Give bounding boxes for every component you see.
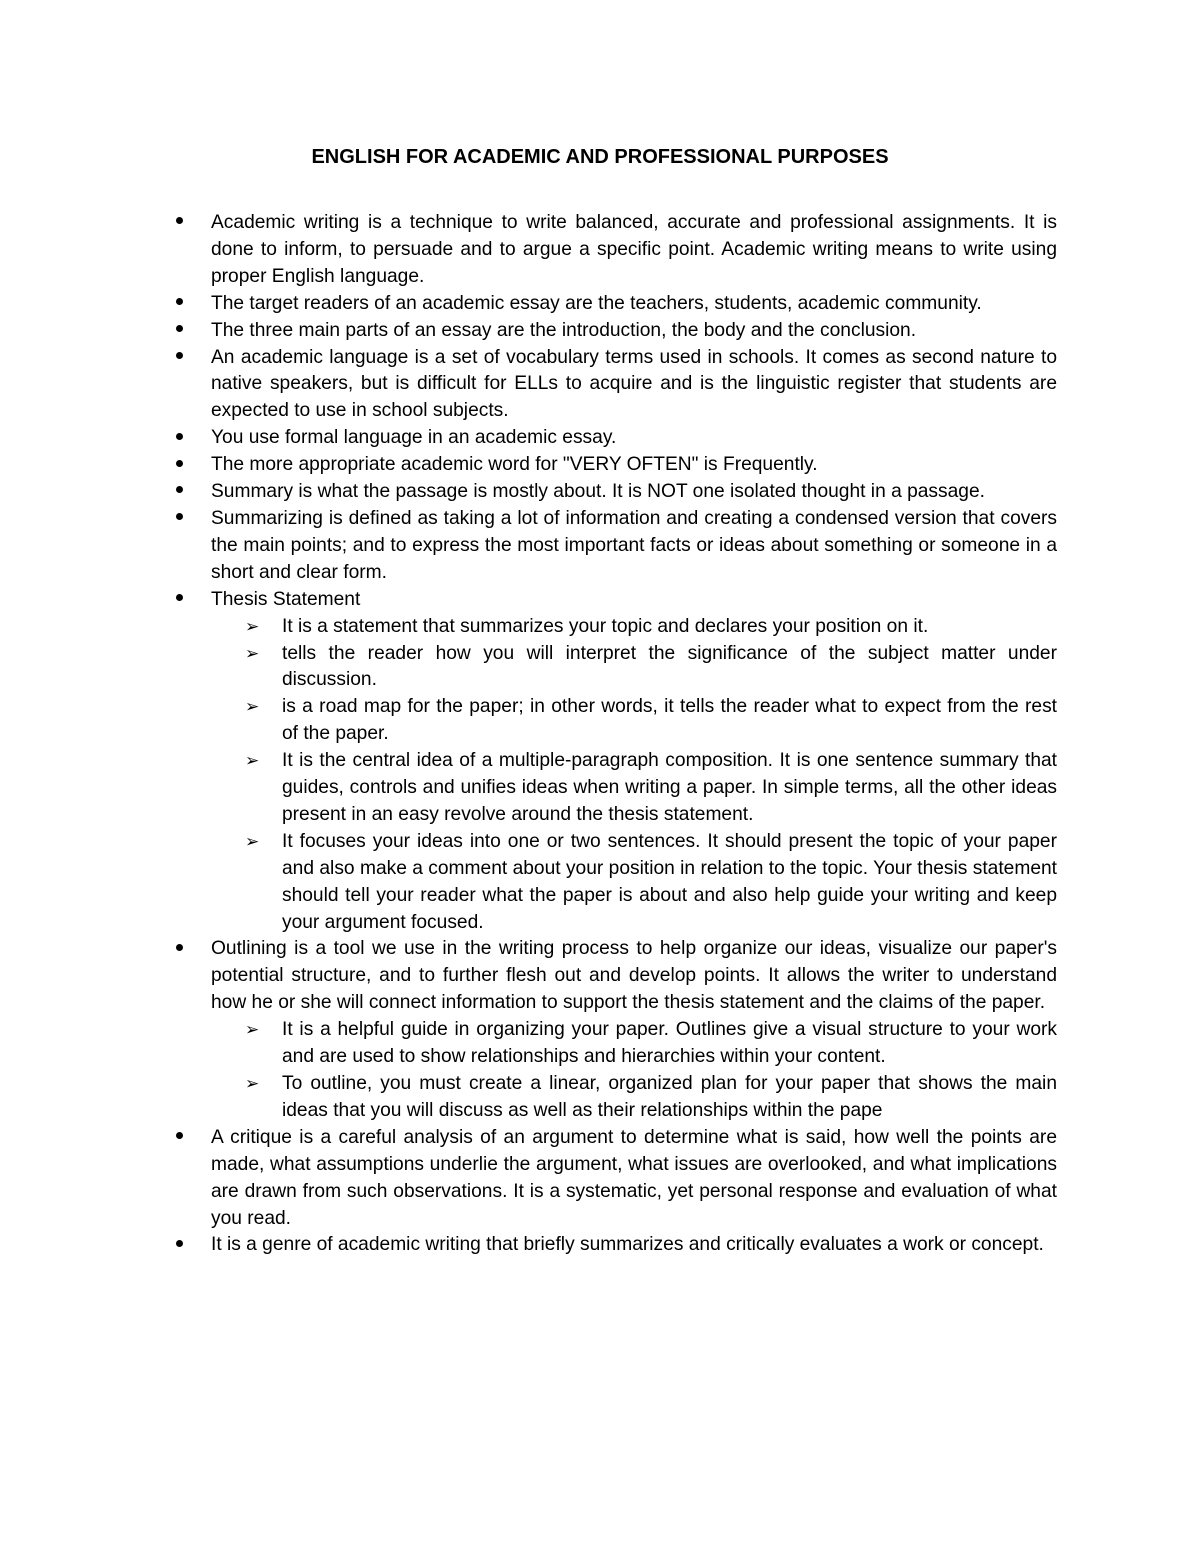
list-item (211, 1125, 1057, 1233)
arrowhead-bullet-icon: ➢ (245, 751, 260, 771)
sub-bullet-list (211, 1017, 1057, 1125)
list-item (211, 506, 1057, 587)
list-item (211, 936, 1057, 1124)
arrowhead-bullet-icon: ➢ (245, 616, 260, 636)
list-item-text: The three main parts of an essay are the introduction, the body and the conclusion. (211, 319, 917, 341)
list-item (211, 452, 1057, 479)
bullet-dot-icon (173, 291, 185, 318)
arrowhead-bullet-icon: ➢ (245, 1074, 260, 1093)
list-item (211, 587, 1057, 937)
list-item-text: An academic language is a set of vocabulary terms used in schools. It comes as second nature to native speakers, but is difficult for ELLs to acquire and is the linguistic register that students are expected to use in school subjects. (211, 346, 1057, 422)
sub-list-item (245, 694, 1057, 748)
sub-list-item-text: To outline, you must create a linear, organized plan for your paper that shows the main ideas that you will discuss as well as their relationships within the pape (282, 1073, 1057, 1121)
list-item (211, 1232, 1057, 1259)
sub-list-item (245, 1017, 1057, 1071)
sub-list-item-text: is a road map for the paper; in other words, it tells the reader what to expect from the rest of the paper. (282, 696, 1057, 745)
arrowhead-bullet-icon: ➢ (245, 831, 260, 851)
bullet-dot-icon (173, 587, 185, 614)
bullet-dot-icon (173, 425, 185, 452)
list-item (211, 479, 1057, 506)
sub-list-item-text: It is the central idea of a multiple-paragraph composition. It is one sentence summary that guides, controls and unifies ideas when writing a paper. In simple terms, all the other ideas present in an easy revolve around the thesis statement. (282, 750, 1057, 825)
sub-list-item-text: It is a helpful guide in organizing your paper. Outlines give a visual structure to your work and are used to show relationships and hierarchies within your content. (282, 1019, 1057, 1068)
bullet-dot-icon (173, 452, 185, 479)
list-item-text: A critique is a careful analysis of an argument to determine what is said, how well the points are made, what assumptions underlie the argument, what issues are overlooked, and what implications are drawn from such observations. It is a systematic, yet personal response and evaluation of what you read. (211, 1126, 1057, 1229)
list-item-text: Summarizing is defined as taking a lot of information and creating a condensed version that covers the main points; and to express the most important facts or ideas about something or someone in a short and clear form. (211, 507, 1057, 583)
list-item (211, 291, 1057, 318)
document-title: ENGLISH FOR ACADEMIC AND PROFESSIONAL PURPOSES (311, 146, 889, 168)
bullet-dot-icon (173, 210, 185, 237)
list-item-text: Academic writing is a technique to write balanced, accurate and professional assignments. It is done to inform, to persuade and to argue a specific point. Academic writing means to write using proper English language. (211, 212, 1057, 287)
list-item-text: Summary is what the passage is mostly about. It is NOT one isolated thought in a passage. (211, 481, 985, 503)
list-item (211, 425, 1057, 452)
sub-list-item-text: It focuses your ideas into one or two sentences. It should present the topic of your paper and also make a comment about your position in relation to the topic. Your thesis statement should tell your reader what the paper is about and also help guide your writing and keep your argument focused. (282, 830, 1057, 933)
bullet-dot-icon (173, 479, 185, 506)
bullet-dot-icon (173, 318, 185, 345)
list-item (211, 210, 1057, 291)
list-item-text: It is a genre of academic writing that briefly summarizes and critically evaluates a work or concept. (211, 1234, 1044, 1256)
sub-list-item (245, 1071, 1057, 1125)
arrowhead-bullet-icon: ➢ (245, 643, 260, 663)
arrowhead-bullet-icon: ➢ (245, 697, 260, 717)
list-item-text: The more appropriate academic word for "VERY OFTEN" is Frequently. (211, 454, 818, 476)
sub-list-item (245, 748, 1057, 829)
list-item (211, 318, 1057, 345)
list-item-text: Outlining is a tool we use in the writing process to help organize our ideas, visualize our paper's potential structure, and to further flesh out and develop points. It allows the writer to understand how he or she will connect information to support the thesis statement and the claims of the paper. (211, 938, 1057, 1014)
sub-list-item (245, 829, 1057, 937)
list-item (211, 345, 1057, 426)
sub-bullet-list (211, 614, 1057, 937)
list-item-text: Thesis Statement (211, 588, 361, 610)
list-item-text: You use formal language in an academic essay. (211, 427, 617, 449)
arrowhead-bullet-icon: ➢ (245, 1020, 260, 1040)
sub-list-item-text: It is a statement that summarizes your topic and declares your position on it. (282, 615, 929, 637)
bullet-dot-icon (173, 1232, 185, 1259)
bullet-dot-icon (173, 936, 185, 963)
bullet-dot-icon (173, 345, 185, 372)
sub-list-item (245, 614, 1057, 641)
list-item-text: The target readers of an academic essay are the teachers, students, academic community. (211, 292, 982, 314)
sub-list-item-text: tells the reader how you will interpret the significance of the subject matter under discussion. (282, 642, 1057, 691)
bullet-dot-icon (173, 1125, 185, 1152)
sub-list-item (245, 641, 1057, 695)
bullet-dot-icon (173, 506, 185, 533)
bullet-list (211, 210, 1057, 1259)
